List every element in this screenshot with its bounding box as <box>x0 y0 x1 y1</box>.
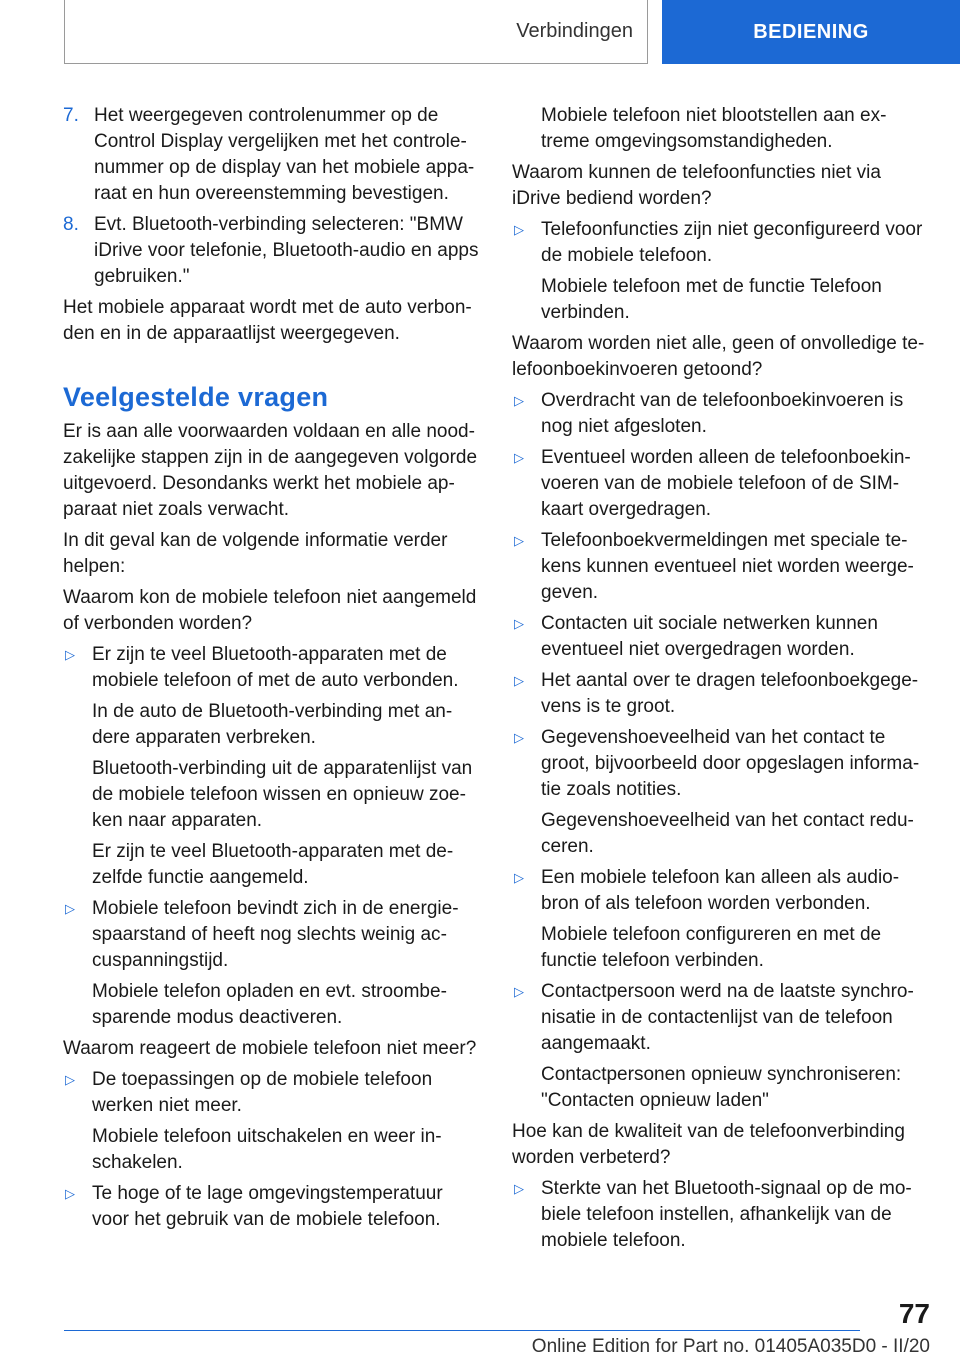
cause-item <box>512 725 928 803</box>
cause-item <box>63 642 481 694</box>
remedy-text: In de auto de Bluetooth-verbinding met andere apparaten verbreken. <box>92 701 453 748</box>
cause-item <box>512 388 928 440</box>
remedy-text: Mobiele telefoon configureren en met de functie telefoon verbinden. <box>541 924 882 971</box>
cause-text: Eventueel worden alleen de telefoonboekinvoeren van de mobiele telefoon of de SIM-kaart overgedragen. <box>541 447 911 520</box>
remedy-text: Mobiele telefon opladen en evt. stroombesparende modus deactiveren. <box>92 981 447 1028</box>
triangle-bullet-icon: ▷ <box>514 673 524 688</box>
remedy-text: Mobiele telefoon niet blootstellen aan extreme omgevingsomstandigheden. <box>541 105 887 152</box>
running-header-section <box>64 0 648 64</box>
question: Waarom worden niet alle, geen of onvolledige telefoonboekinvoeren getoond? <box>512 333 925 380</box>
cause-item <box>512 1176 928 1254</box>
cause-text: Telefoonfuncties zijn niet geconfigureerd voor de mobiele telefoon. <box>541 219 923 266</box>
question: Waarom kon de mobiele telefoon niet aangemeld of verbonden worden? <box>63 587 477 634</box>
remedy-text: Er zijn te veel Bluetooth-apparaten met dezelfde functie aangemeld. <box>92 841 454 888</box>
paragraph: Er is aan alle voorwaarden voldaan en alle noodzakelijke stappen zijn in de aangegeven volgorde uitgevoerd. Desondanks werkt het mobiele apparaat niet zoals verwacht. <box>63 421 478 520</box>
triangle-bullet-icon: ▷ <box>514 616 524 631</box>
question: Waarom kunnen de telefoonfuncties niet via iDrive bediend worden? <box>512 162 881 209</box>
remedy-text: Mobiele telefoon met de functie Telefoon verbinden. <box>541 276 882 323</box>
page-number: 77 <box>898 1298 930 1329</box>
triangle-bullet-icon: ▷ <box>65 901 75 916</box>
cause-item <box>512 528 928 606</box>
triangle-bullet-icon: ▷ <box>514 870 524 885</box>
question: Hoe kan de kwaliteit van de telefoonverbinding worden verbeterd? <box>512 1121 905 1168</box>
remedy-text: Mobiele telefoon uitschakelen en weer inschakelen. <box>92 1126 442 1173</box>
cause-text: Telefoonboekvermeldingen met speciale tekens kunnen eventueel niet worden weergegeven. <box>541 530 914 603</box>
section-heading: Veelgestelde vragen <box>63 382 329 412</box>
triangle-bullet-icon: ▷ <box>514 1181 524 1196</box>
numbered-step <box>63 212 481 290</box>
cause-item <box>512 979 928 1057</box>
triangle-bullet-icon: ▷ <box>514 533 524 548</box>
cause-text: Gegevenshoeveelheid van het contact te groot, bijvoorbeeld door opgeslagen informatie zoals notities. <box>541 727 920 800</box>
step-number: 8. <box>63 214 79 235</box>
triangle-bullet-icon: ▷ <box>514 984 524 999</box>
step-number: 7. <box>63 105 79 126</box>
chapter-title: BEDIENING <box>753 20 869 43</box>
cause-text: De toepassingen op de mobiele telefoon werken niet meer. <box>92 1069 433 1116</box>
cause-item <box>512 445 928 523</box>
cause-item <box>512 865 928 917</box>
step-text: Evt. Bluetooth-verbinding selecteren: "BMW iDrive voor telefonie, Bluetooth-audio en apps gebruiken." <box>94 214 479 287</box>
triangle-bullet-icon: ▷ <box>65 1072 75 1087</box>
paragraph: Het mobiele apparaat wordt met de auto verbonden en in de apparaatlijst weergegeven. <box>63 297 472 344</box>
cause-item <box>63 1067 481 1119</box>
remedy-text: Gegevenshoeveelheid van het contact reduceren. <box>541 810 914 857</box>
triangle-bullet-icon: ▷ <box>514 450 524 465</box>
cause-text: Te hoge of te lage omgevingstemperatuur voor het gebruik van de mobiele telefoon. <box>92 1183 443 1230</box>
cause-text: Het aantal over te dragen telefoonboekgegevens is te groot. <box>541 670 919 717</box>
cause-item <box>512 611 928 663</box>
cause-text: Contactpersoon werd na de laatste synchronisatie in de contactenlijst van de telefoon aangemaakt. <box>541 981 914 1054</box>
triangle-bullet-icon: ▷ <box>65 1186 75 1201</box>
remedy-text: Contactpersonen opnieuw synchroniseren: "Contacten opnieuw laden" <box>541 1064 902 1111</box>
triangle-bullet-icon: ▷ <box>514 730 524 745</box>
triangle-bullet-icon: ▷ <box>65 647 75 662</box>
chapter-tab <box>662 0 960 64</box>
triangle-bullet-icon: ▷ <box>514 222 524 237</box>
triangle-bullet-icon: ▷ <box>514 393 524 408</box>
cause-item <box>512 217 928 269</box>
right-column <box>512 103 928 1259</box>
cause-item <box>512 668 928 720</box>
step-text: Het weergegeven controlenummer op de Control Display vergelijken met het controlenummer op de display van het mobiele apparaat en hun overeenstemming bevestigen. <box>94 105 475 204</box>
question: Waarom reageert de mobiele telefoon niet meer? <box>63 1038 477 1059</box>
cause-text: Sterkte van het Bluetooth-signaal op de mobiele telefoon instellen, afhankelijk van de mobiele telefoon. <box>541 1178 912 1251</box>
cause-text: Er zijn te veel Bluetooth-apparaten met de mobiele telefoon of met de auto verbonden. <box>92 644 459 691</box>
cause-item <box>63 1181 481 1233</box>
cause-item <box>63 896 481 974</box>
edition-footer: Online Edition for Part no. 01405A035D0 - II/20 <box>531 1336 930 1357</box>
paragraph: In dit geval kan de volgende informatie verder helpen: <box>63 530 448 577</box>
cause-text: Contacten uit sociale netwerken kunnen eventueel niet overgedragen worden. <box>541 613 878 660</box>
footer-divider <box>64 1330 860 1331</box>
remedy-text: Bluetooth-verbinding uit de apparatenlijst van de mobiele telefoon wissen en opnieuw zoeken naar apparaten. <box>92 758 473 831</box>
cause-text: Overdracht van de telefoonboekinvoeren is nog niet afgesloten. <box>541 390 904 437</box>
cause-text: Een mobiele telefoon kan alleen als audiobron of als telefoon worden verbonden. <box>541 867 900 914</box>
numbered-step <box>63 103 481 207</box>
section-title: Verbindingen <box>516 20 633 42</box>
left-column <box>63 103 481 1238</box>
cause-text: Mobiele telefoon bevindt zich in de energiespaarstand of heeft nog slechts weinig accuspanningstijd. <box>92 898 459 971</box>
